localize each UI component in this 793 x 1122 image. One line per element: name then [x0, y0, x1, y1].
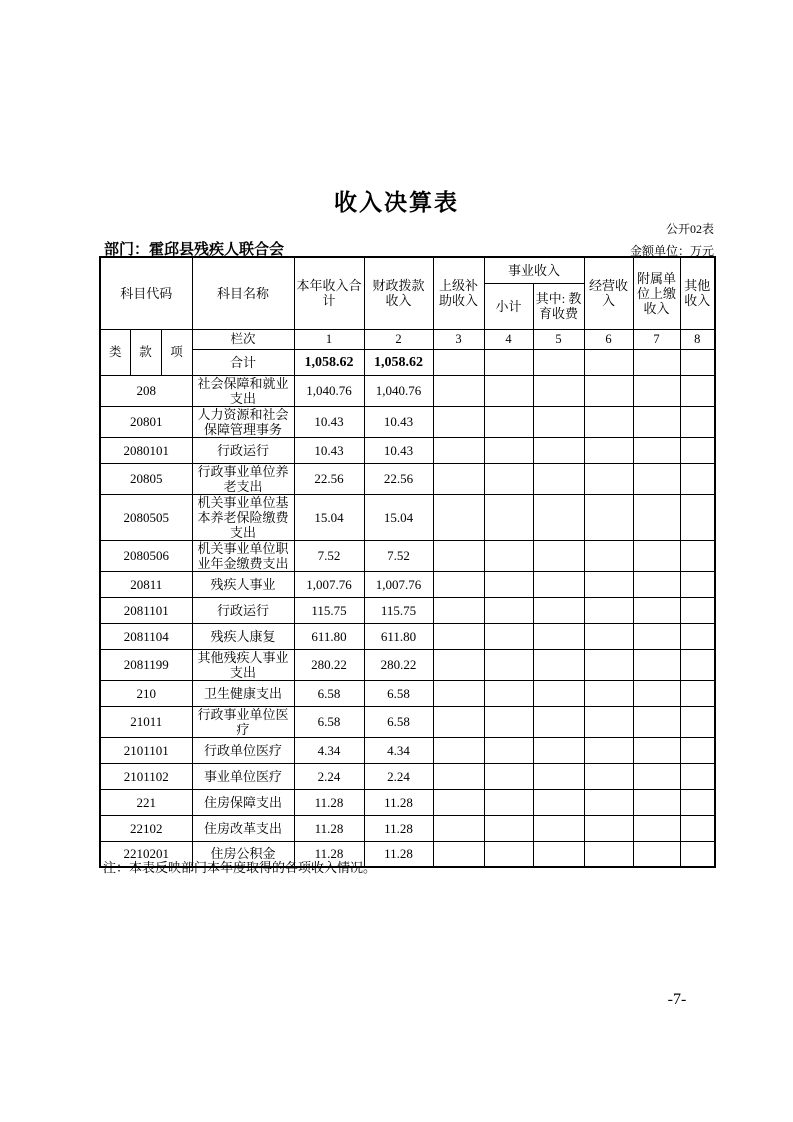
empty-cell — [633, 815, 680, 841]
header-class: 类 — [100, 329, 130, 375]
column-number-cell: 6 — [584, 329, 633, 349]
empty-cell — [433, 737, 484, 763]
empty-cell — [484, 349, 533, 375]
empty-cell — [533, 406, 584, 437]
empty-cell — [484, 623, 533, 649]
form-code-label: 公开02表 — [665, 222, 714, 236]
value-cell: 11.28 — [294, 789, 364, 815]
empty-cell — [633, 406, 680, 437]
page-number: -7- — [667, 991, 687, 1008]
income-table — [99, 256, 716, 868]
empty-cell — [680, 463, 715, 494]
unit-label: 金额单位：万元 — [629, 244, 714, 258]
empty-cell — [433, 680, 484, 706]
header-superior-subsidy: 上级补助收入 — [433, 257, 484, 329]
empty-cell — [584, 349, 633, 375]
column-number-cell: 8 — [680, 329, 715, 349]
empty-cell — [680, 680, 715, 706]
value-cell: 6.58 — [364, 706, 433, 737]
column-number-cell: 3 — [433, 329, 484, 349]
header-column-index: 栏次 — [192, 329, 294, 349]
value-cell: 7.52 — [364, 540, 433, 571]
value-cell: 22.56 — [294, 463, 364, 494]
empty-cell — [484, 540, 533, 571]
table-row — [100, 706, 715, 737]
column-index-row — [100, 329, 715, 349]
empty-cell — [584, 571, 633, 597]
value-cell: 115.75 — [294, 597, 364, 623]
empty-cell — [584, 841, 633, 867]
empty-cell — [633, 375, 680, 406]
empty-cell — [633, 349, 680, 375]
empty-cell — [584, 375, 633, 406]
empty-cell — [680, 841, 715, 867]
empty-cell — [433, 706, 484, 737]
empty-cell — [680, 597, 715, 623]
empty-cell — [633, 737, 680, 763]
table-row — [100, 406, 715, 437]
total-row — [100, 349, 715, 375]
empty-cell — [533, 789, 584, 815]
empty-cell — [680, 540, 715, 571]
empty-cell — [584, 540, 633, 571]
empty-cell — [584, 494, 633, 540]
name-cell: 住房改革支出 — [192, 815, 294, 841]
empty-cell — [633, 623, 680, 649]
code-cell: 208 — [100, 375, 192, 406]
total-label-cell: 合计 — [192, 349, 294, 375]
name-cell: 行政事业单位养老支出 — [192, 463, 294, 494]
name-cell: 人力资源和社会保障管理事务 — [192, 406, 294, 437]
empty-cell — [533, 649, 584, 680]
empty-cell — [484, 680, 533, 706]
empty-cell — [584, 649, 633, 680]
code-cell: 2210201 — [100, 841, 192, 867]
empty-cell — [533, 623, 584, 649]
empty-cell — [633, 706, 680, 737]
empty-cell — [433, 571, 484, 597]
empty-cell — [633, 649, 680, 680]
empty-cell — [633, 841, 680, 867]
header-annual-total: 本年收入合计 — [294, 257, 364, 329]
empty-cell — [584, 763, 633, 789]
empty-cell — [484, 437, 533, 463]
empty-cell — [584, 597, 633, 623]
header-item: 项 — [161, 329, 192, 375]
empty-cell — [633, 789, 680, 815]
name-cell: 卫生健康支出 — [192, 680, 294, 706]
name-cell: 事业单位医疗 — [192, 763, 294, 789]
table-row — [100, 463, 715, 494]
empty-cell — [680, 494, 715, 540]
empty-cell — [484, 763, 533, 789]
value-cell: 10.43 — [364, 437, 433, 463]
empty-cell — [584, 680, 633, 706]
name-cell: 行政运行 — [192, 597, 294, 623]
value-cell: 1,040.76 — [294, 375, 364, 406]
name-cell: 残疾人事业 — [192, 571, 294, 597]
empty-cell — [533, 841, 584, 867]
empty-cell — [484, 841, 533, 867]
empty-cell — [680, 375, 715, 406]
column-number-cell: 5 — [533, 329, 584, 349]
empty-cell — [533, 540, 584, 571]
value-cell: 611.80 — [294, 623, 364, 649]
empty-cell — [584, 623, 633, 649]
name-cell: 机关事业单位基本养老保险缴费支出 — [192, 494, 294, 540]
name-cell: 机关事业单位职业年金缴费支出 — [192, 540, 294, 571]
column-number-cell: 1 — [294, 329, 364, 349]
value-cell: 10.43 — [364, 406, 433, 437]
code-cell: 2081199 — [100, 649, 192, 680]
value-cell: 115.75 — [364, 597, 433, 623]
value-cell: 10.43 — [294, 406, 364, 437]
empty-cell — [533, 597, 584, 623]
empty-cell — [484, 406, 533, 437]
name-cell: 住房保障支出 — [192, 789, 294, 815]
empty-cell — [633, 540, 680, 571]
table-row — [100, 597, 715, 623]
value-cell: 11.28 — [294, 841, 364, 867]
empty-cell — [484, 463, 533, 494]
page-title: 收入决算表 — [334, 189, 459, 215]
department-label: 部门：霍邱县残疾人联合会 — [104, 241, 285, 258]
header-business-subtotal: 小计 — [484, 283, 533, 329]
header-subject-name: 科目名称 — [192, 257, 294, 329]
code-cell: 2081104 — [100, 623, 192, 649]
empty-cell — [533, 815, 584, 841]
code-cell: 221 — [100, 789, 192, 815]
empty-cell — [633, 597, 680, 623]
empty-cell — [484, 789, 533, 815]
empty-cell — [584, 463, 633, 494]
value-cell: 22.56 — [364, 463, 433, 494]
empty-cell — [584, 815, 633, 841]
empty-cell — [680, 706, 715, 737]
header-fiscal-income: 财政拨款收入 — [364, 257, 433, 329]
empty-cell — [633, 763, 680, 789]
empty-cell — [533, 737, 584, 763]
header-operating-income: 经营收入 — [584, 257, 633, 329]
empty-cell — [433, 763, 484, 789]
code-cell: 21011 — [100, 706, 192, 737]
header-business-income-group: 事业收入 — [484, 257, 584, 283]
value-cell: 2.24 — [364, 763, 433, 789]
table-row — [100, 494, 715, 540]
name-cell: 住房公积金 — [192, 841, 294, 867]
code-cell: 2101101 — [100, 737, 192, 763]
value-cell: 11.28 — [364, 789, 433, 815]
empty-cell — [680, 623, 715, 649]
empty-cell — [633, 680, 680, 706]
empty-cell — [584, 789, 633, 815]
empty-cell — [533, 437, 584, 463]
empty-cell — [484, 649, 533, 680]
empty-cell — [433, 437, 484, 463]
table-row — [100, 815, 715, 841]
empty-cell — [433, 815, 484, 841]
empty-cell — [533, 571, 584, 597]
header-education-fees: 其中: 教育收费 — [533, 283, 584, 329]
empty-cell — [533, 349, 584, 375]
empty-cell — [680, 571, 715, 597]
table-row — [100, 763, 715, 789]
note-text: 注：本表反映部门本年度取得的各项收入情况。 — [103, 860, 377, 875]
empty-cell — [533, 463, 584, 494]
empty-cell — [533, 494, 584, 540]
value-cell: 6.58 — [294, 680, 364, 706]
value-cell: 611.80 — [364, 623, 433, 649]
column-number-cell: 7 — [633, 329, 680, 349]
value-cell: 15.04 — [364, 494, 433, 540]
table-row — [100, 649, 715, 680]
table-row — [100, 623, 715, 649]
empty-cell — [680, 815, 715, 841]
empty-cell — [584, 706, 633, 737]
code-cell: 20801 — [100, 406, 192, 437]
empty-cell — [633, 494, 680, 540]
value-cell: 4.34 — [294, 737, 364, 763]
code-cell: 2101102 — [100, 763, 192, 789]
total-value-cell: 1,058.62 — [364, 349, 433, 375]
empty-cell — [484, 494, 533, 540]
value-cell: 10.43 — [294, 437, 364, 463]
code-cell: 20805 — [100, 463, 192, 494]
empty-cell — [680, 737, 715, 763]
empty-cell — [584, 437, 633, 463]
code-cell: 210 — [100, 680, 192, 706]
empty-cell — [633, 463, 680, 494]
empty-cell — [633, 437, 680, 463]
code-cell: 2081101 — [100, 597, 192, 623]
empty-cell — [680, 406, 715, 437]
value-cell: 11.28 — [364, 815, 433, 841]
value-cell: 15.04 — [294, 494, 364, 540]
empty-cell — [433, 494, 484, 540]
header-row-1 — [100, 257, 715, 283]
value-cell: 6.58 — [294, 706, 364, 737]
empty-cell — [680, 649, 715, 680]
table-row — [100, 540, 715, 571]
empty-cell — [533, 706, 584, 737]
header-section: 款 — [130, 329, 161, 375]
empty-cell — [680, 349, 715, 375]
empty-cell — [680, 789, 715, 815]
empty-cell — [433, 597, 484, 623]
name-cell: 行政单位医疗 — [192, 737, 294, 763]
empty-cell — [433, 649, 484, 680]
code-cell: 22102 — [100, 815, 192, 841]
empty-cell — [680, 763, 715, 789]
empty-cell — [533, 763, 584, 789]
value-cell: 4.34 — [364, 737, 433, 763]
table-row — [100, 789, 715, 815]
empty-cell — [484, 737, 533, 763]
empty-cell — [433, 623, 484, 649]
table-row — [100, 737, 715, 763]
table-row — [100, 437, 715, 463]
empty-cell — [433, 789, 484, 815]
empty-cell — [484, 815, 533, 841]
header-subject-code: 科目代码 — [100, 257, 192, 329]
column-number-cell: 2 — [364, 329, 433, 349]
value-cell: 1,040.76 — [364, 375, 433, 406]
empty-cell — [433, 841, 484, 867]
empty-cell — [680, 437, 715, 463]
code-cell: 2080101 — [100, 437, 192, 463]
empty-cell — [484, 597, 533, 623]
name-cell: 社会保障和就业支出 — [192, 375, 294, 406]
empty-cell — [433, 349, 484, 375]
header-other-income: 其他收入 — [680, 257, 715, 329]
value-cell: 2.24 — [294, 763, 364, 789]
column-number-cell: 4 — [484, 329, 533, 349]
name-cell: 行政运行 — [192, 437, 294, 463]
empty-cell — [433, 463, 484, 494]
value-cell: 11.28 — [294, 815, 364, 841]
name-cell: 其他残疾人事业支出 — [192, 649, 294, 680]
empty-cell — [484, 571, 533, 597]
value-cell: 7.52 — [294, 540, 364, 571]
empty-cell — [533, 375, 584, 406]
empty-cell — [584, 737, 633, 763]
value-cell: 280.22 — [294, 649, 364, 680]
empty-cell — [633, 571, 680, 597]
code-cell: 2080506 — [100, 540, 192, 571]
value-cell: 11.28 — [364, 841, 433, 867]
name-cell: 行政事业单位医疗 — [192, 706, 294, 737]
table-row — [100, 571, 715, 597]
empty-cell — [433, 375, 484, 406]
total-value-cell: 1,058.62 — [294, 349, 364, 375]
empty-cell — [533, 680, 584, 706]
table-row — [100, 680, 715, 706]
empty-cell — [484, 375, 533, 406]
empty-cell — [484, 706, 533, 737]
header-affiliated-income: 附属单位上缴收入 — [633, 257, 680, 329]
empty-cell — [584, 406, 633, 437]
value-cell: 280.22 — [364, 649, 433, 680]
table-row — [100, 375, 715, 406]
value-cell: 6.58 — [364, 680, 433, 706]
name-cell: 残疾人康复 — [192, 623, 294, 649]
value-cell: 1,007.76 — [294, 571, 364, 597]
empty-cell — [433, 406, 484, 437]
value-cell: 1,007.76 — [364, 571, 433, 597]
code-cell: 2080505 — [100, 494, 192, 540]
code-cell: 20811 — [100, 571, 192, 597]
empty-cell — [433, 540, 484, 571]
